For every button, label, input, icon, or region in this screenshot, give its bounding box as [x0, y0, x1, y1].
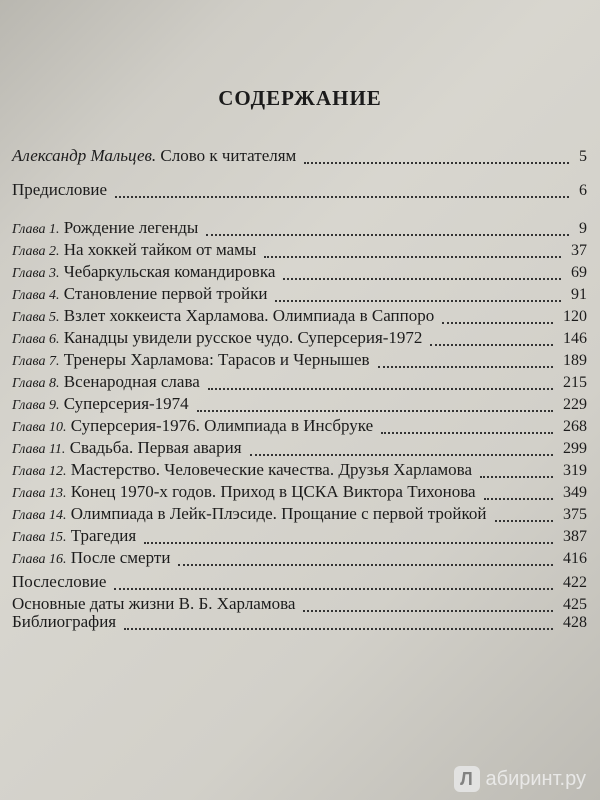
toc-entry-label	[12, 594, 295, 614]
toc-page-number: 9	[579, 220, 587, 237]
toc-entry	[12, 548, 587, 570]
toc-leader-dots	[304, 162, 569, 164]
toc-leader-dots	[264, 256, 561, 258]
toc-chapter-number: Глава 9.	[12, 398, 60, 413]
toc-page-number: 37	[571, 242, 587, 259]
toc-chapter-number: Глава 11.	[12, 442, 66, 457]
toc-entry	[12, 526, 587, 548]
toc-leader-dots	[480, 476, 553, 478]
watermark-text: абиринт.ру	[485, 767, 586, 790]
toc-entry-title: Послесловие	[12, 572, 107, 591]
toc-entry-label	[12, 146, 296, 166]
toc-entry-title: Конец 1970-х годов. Приход в ЦСКА Виктора Тихонова	[66, 482, 476, 501]
toc-page-number: 416	[563, 550, 587, 567]
toc-chapter-number: Глава 6.	[12, 332, 60, 347]
toc-leader-dots	[208, 388, 553, 390]
toc-entry-label	[12, 284, 267, 304]
toc-leader-dots	[250, 454, 553, 456]
toc-chapter-number: Глава 15.	[12, 530, 67, 545]
toc-entry	[12, 394, 587, 416]
toc-page-number: 215	[563, 374, 587, 391]
toc-entry-title: Мастерство. Человеческие качества. Друзья Харламова	[66, 460, 472, 479]
toc-leader-dots	[495, 520, 553, 522]
toc-chapter-number: Глава 2.	[12, 244, 60, 259]
toc-page-number: 375	[563, 506, 587, 523]
toc-leader-dots	[124, 628, 553, 630]
toc-entry	[12, 146, 587, 168]
toc-entry-label	[12, 526, 136, 546]
toc-page-number: 6	[579, 182, 587, 199]
toc-entry-label	[12, 438, 242, 458]
toc-entry-label	[12, 350, 370, 370]
toc-entry-label	[12, 612, 116, 632]
toc-author: Александр Мальцев.	[12, 146, 157, 165]
toc-entry	[12, 572, 587, 594]
toc-entry-label	[12, 548, 170, 568]
toc-page-number: 425	[563, 596, 587, 613]
toc-entry-title: Чебаркульская командировка	[59, 262, 276, 281]
toc-entry-label	[12, 372, 200, 392]
toc-leader-dots	[484, 498, 553, 500]
toc-leader-dots	[114, 588, 553, 590]
toc-leader-dots	[283, 278, 561, 280]
toc-entry-label	[12, 504, 487, 524]
toc-chapter-number: Глава 5.	[12, 310, 60, 325]
toc-entry	[12, 284, 587, 306]
toc-leader-dots	[144, 542, 553, 544]
toc-entry	[12, 328, 587, 350]
toc-entry-title: Становление первой тройки	[59, 284, 268, 303]
toc-entry-title: Свадьба. Первая авария	[65, 438, 242, 457]
toc-leader-dots	[430, 344, 553, 346]
toc-entry-title: Взлет хоккеиста Харламова. Олимпиада в Саппоро	[59, 306, 435, 325]
toc-entry-label	[12, 218, 198, 238]
toc-page-number: 5	[579, 148, 587, 165]
toc-entry-label	[12, 416, 373, 436]
toc-entry	[12, 460, 587, 482]
toc-entry-label	[12, 328, 422, 348]
toc-page-number: 268	[563, 418, 587, 435]
toc-entry	[12, 612, 587, 634]
toc-entry-title: После смерти	[66, 548, 171, 567]
toc-entry-title: Всенародная слава	[59, 372, 200, 391]
toc-page-number: 146	[563, 330, 587, 347]
toc-leader-dots	[378, 366, 553, 368]
toc-entry-title: Слово к читателям	[156, 146, 297, 165]
toc-chapter-number: Глава 8.	[12, 376, 60, 391]
toc-leader-dots	[115, 196, 569, 198]
toc-page-number: 120	[563, 308, 587, 325]
toc-page-number: 189	[563, 352, 587, 369]
toc-entry	[12, 180, 587, 202]
toc-leader-dots	[442, 322, 553, 324]
toc-entry	[12, 306, 587, 328]
toc-entry	[12, 438, 587, 460]
toc-entry-title: Рождение легенды	[59, 218, 199, 237]
watermark	[454, 766, 587, 792]
toc-entry-label	[12, 306, 434, 326]
toc-page-number: 428	[563, 614, 587, 631]
toc-entry	[12, 350, 587, 372]
toc-entry	[12, 240, 587, 262]
toc-chapter-number: Глава 12.	[12, 464, 67, 479]
toc-entry-title: На хоккей тайком от мамы	[59, 240, 257, 259]
toc-entry-title: Библиография	[12, 612, 117, 631]
toc-entry-title: Суперсерия-1974	[59, 394, 189, 413]
toc-leader-dots	[178, 564, 553, 566]
toc-entry-title: Трагедия	[66, 526, 137, 545]
toc-entry-title: Олимпиада в Лейк-Плэсиде. Прощание с первой тройкой	[66, 504, 487, 523]
toc-page-number: 349	[563, 484, 587, 501]
toc-page-number: 319	[563, 462, 587, 479]
toc-leader-dots	[206, 234, 569, 236]
toc-chapter-number: Глава 10.	[12, 420, 67, 435]
toc-page-number: 422	[563, 574, 587, 591]
toc-entry-title: Основные даты жизни В. Б. Харламова	[12, 594, 296, 613]
toc-chapter-number: Глава 7.	[12, 354, 60, 369]
toc-chapter-number: Глава 1.	[12, 222, 60, 237]
toc-leader-dots	[197, 410, 553, 412]
page-title: СОДЕРЖАНИЕ	[218, 86, 382, 110]
labirint-logo-icon: Л	[454, 766, 480, 792]
toc-entry	[12, 504, 587, 526]
toc-entry	[12, 262, 587, 284]
toc-page-number: 91	[571, 286, 587, 303]
toc-entry-label	[12, 572, 106, 592]
toc-chapter-number: Глава 13.	[12, 486, 67, 501]
toc-chapter-number: Глава 14.	[12, 508, 67, 523]
toc-chapter-number: Глава 4.	[12, 288, 60, 303]
toc-page-number: 387	[563, 528, 587, 545]
toc-entry-title: Предисловие	[12, 180, 108, 199]
toc-entry-label	[12, 394, 189, 414]
toc-entry-label	[12, 460, 472, 480]
toc-page-number: 299	[563, 440, 587, 457]
toc-leader-dots	[275, 300, 561, 302]
toc-entry	[12, 218, 587, 240]
toc-entry	[12, 372, 587, 394]
toc-page-number: 229	[563, 396, 587, 413]
toc-entry-label	[12, 180, 107, 200]
toc-entry-label	[12, 262, 275, 282]
toc-entry	[12, 416, 587, 438]
toc-entry-title: Тренеры Харламова: Тарасов и Чернышев	[59, 350, 370, 369]
toc-entry	[12, 482, 587, 504]
toc-chapter-number: Глава 3.	[12, 266, 60, 281]
toc-chapter-number: Глава 16.	[12, 552, 67, 567]
toc-entry-label	[12, 482, 476, 502]
toc-entry-label	[12, 240, 256, 260]
toc-leader-dots	[381, 432, 553, 434]
toc-entry-title: Канадцы увидели русское чудо. Суперсерия-1972	[59, 328, 423, 347]
toc-page-number: 69	[571, 264, 587, 281]
toc-entry-title: Суперсерия-1976. Олимпиада в Инсбруке	[66, 416, 374, 435]
